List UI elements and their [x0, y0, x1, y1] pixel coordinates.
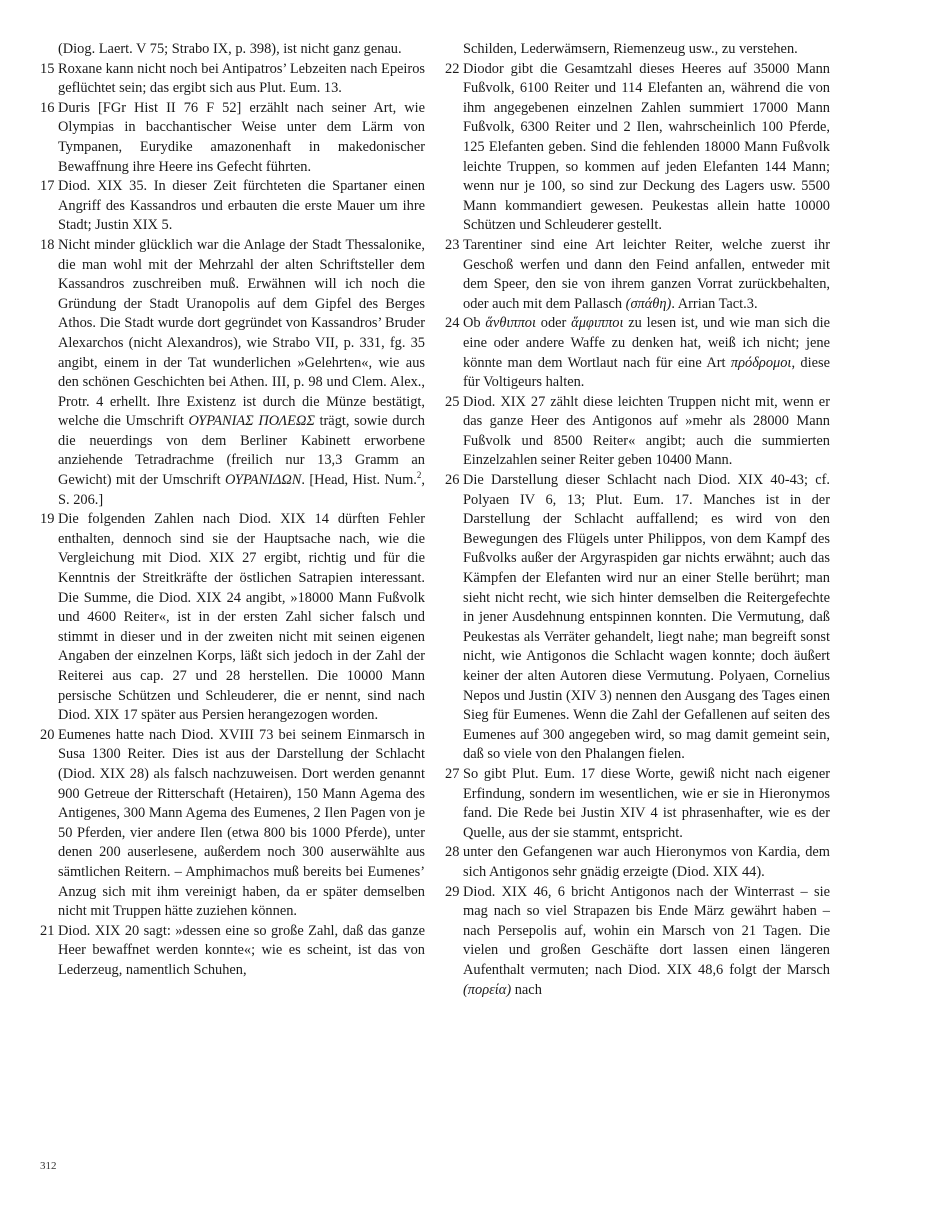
footnote-text: Diodor gibt die Gesamtzahl dieses Heeres auf 35000 Mann Fußvolk, 6100 Reiter und 114 Elefanten an, während die von ihm angegebenen einzelnen Zahlen summiert 17000 Mann Fußvolk, 6300 Reiter und 2 Ilen, wahrscheinlich 100 Pferde, 125 Elefanten geben. Sind die fehlenden 18000 Mann Fußvolk leichte Truppen, so kommen auf jeden Elefanten 144 Mann; wenn nur je 100, so sind zur Deckung des Lagers usw. 5500 Mann kommandiert gewesen. Peukestas allein hatte 10000 Schützen und Schleuderer gestellt. [463, 60, 830, 234]
footnote-text: Diod. XIX 35. In dieser Zeit fürchteten die Spartaner einen Angriff des Kassandros und erbauten die erste Mauer um ihre Stadt; Justin XIX 5. [58, 178, 425, 234]
footnote-22 [445, 60, 830, 236]
footnote-number: 24 [445, 315, 460, 332]
footnote-text: Diod. XIX 27 zählt diese leichten Truppen nicht mit, wenn er das ganze Heer des Antigonos auf »mehr als 28000 Mann Fußvolk und 8500 Reiter« angibt; auch die summierten Einzelzahlen seiner Reiter geben 10400 Mann. [463, 393, 830, 469]
footnote-text: Die Darstellung dieser Schlacht nach Diod. XIX 40-43; cf. Polyaen IV 6, 13; Plut. Eum. 17. Manches ist in der Darstellung der Schlacht auffallend; es wird von den Bewegungen des Flügels unter Philippos, von dem Kampf des Fußvolks außer der Argyraspiden gar nichts erwähnt; auch das Kämpfen der Elefanten wird nur an einer Stelle berührt; man sieht nicht recht, wie sich hinter demselben die Reitergefechte in jener Ausdehnung entspinnen konnten. Die Vermutung, daß Peukestas als Verräter gehandelt, liegt nahe; man begreift sonst nicht, wie Antigonos die Schlacht wagen konnte; doch äußert keiner der alten Autoren diese Vermutung. Polyaen, Cornelius Nepos und Justin (XIV 3) nennen den Ausgang des Tages einen Sieg für Eumenes. Wenn die Zahl der Gefallenen auf seiten des Eumenes auf 300 angegeben wird, so mag damit gemeint sein, daß so viele von den Phalangen fielen. [463, 472, 830, 763]
footnote-18: 18 Nicht minder glücklich war die Anlage der Stadt Thessalonike, die man wohl mit der Mehrzahl der alten Schriftsteller dem Kassandros zuschreiben muß. Erwähnen will ich noch die Gründung der Stadt Uranopolis auf dem Gipfel des Berges Athos. Die Stadt wurde dort gegründet von Kassandros’ Bruder Alexarchos (nicht Alexandros), wie Strabo VII, p. 331, fg. 35 angibt, einem in der Tat wunderlichen »Gelehrten«, wie aus den schönen Geschichten bei Athen. III, p. 98 und Clem. Alex., Protr. 4 erhellt. Ihre Existenz ist durch die Münze bestätigt, welche die Umschrift ΟΥΡΑΝΙΑΣ ΠΟΛΕΩΣ trägt, sowie durch die neuerdings von dem Berliner Kabinett erworbene anziehende Tetradrachme (freilich nur 13,3 Gramm an Gewicht) mit der Umschrift ΟΥΡΑΝΙΔΩΝ. [Head, Hist. Num.$^2$, S. 206.] [40, 236, 425, 508]
greek-term: ἅνθιπποι [485, 315, 536, 332]
footnote-text: Ob [463, 315, 486, 332]
footnote-24: 24 Ob ἅνθιπποι oder ἅμφιπποι zu lesen ist, und wie man sich die eine oder andere Waffe zu denken hat, weiß ich nicht; jene könnte man dem Wortlaut nach für eine Art πρόδρομοι, diese für Voltigeurs halten. [445, 315, 831, 391]
footnote-26 [445, 471, 830, 765]
footnote-17 [40, 177, 425, 236]
footnote-27 [445, 765, 830, 843]
footnote-text: Eumenes hatte nach Diod. XVIII 73 bei seinem Einmarsch in Susa 1300 Reiter. Dies ist aus der Darstellung der Schlacht (Diod. XIX 28) als falsch nachzuweisen. Dort werden genannt 900 Getreue der Ritterschaft (Hetairen), 150 Mann Agema des Antigenes, 300 Mann Agema des Eumenes, 2 Ilen Pagen von je 50 Pferden, vier andere Ilen (etwa 800 bis 1000 Pferde), unter denen 200 auserlesene, außerdem noch 300 auserwählte aus sämtlichen Reitern. – Amphimachos muß bereits bei Eumenes’ Anzug sich mit ihm vereinigt haben, da er später demselben nicht mit Truppen hätte zuziehen können. [58, 726, 425, 920]
footnote-text: Diod. XIX 46, 6 bricht Antigonos nach der Winterrast – sie mag nach so viel Strapazen bis Ende März gewährt haben – nach Persepolis auf, wohin ein Marsch von 21 Tagen. Die vielen und großen Geschäfte dort lassen einen längeren Aufenthalt vermuten; nach Diod. XIX 48,6 folgt der Marsch [463, 883, 830, 978]
left-column [40, 40, 425, 981]
greek-inscription: ΟΥΡΑΝΙΔΩΝ [225, 472, 302, 489]
footnote-text: Tarentiner sind eine Art leichter Reiter, welche zuerst ihr Geschoß werfen und dann den Feind anfallen, entweder mit dem Speer, den sie von ihrem ganzen Vorrat zurückbehalten, oder auch mit dem Pallasch [463, 236, 830, 312]
footnote-text: unter den Gefangenen war auch Hieronymos von Kardia, dem sich Antigonos sehr gnädig erzeigte (Diod. XIX 44). [463, 844, 830, 880]
footnote-number: 18 [40, 236, 55, 253]
footnote-number: 22 [445, 60, 460, 77]
footnote-20 [40, 726, 425, 922]
footnote-number: 17 [40, 178, 55, 195]
footnote-number: 27 [445, 765, 460, 782]
footnote-text: Roxane kann nicht noch bei Antipatros’ Lebzeiten nach Epeiros geflüchtet sein; das ergibt sich aus Plut. Eum. 13. [58, 60, 425, 97]
note-continuation-right: Schilden, Lederwämsern, Riemenzeug usw., zu verstehen. [463, 41, 798, 57]
footnote-text: Duris [FGr Hist II 76 F 52] erzählt nach seiner Art, wie Olympias in bacchantischer Weise unter dem Lärm von Tympanen, Eurydike amazonenhaft in makedonischer Bewaffnung ihre Heere ins Gefecht führten. [58, 99, 425, 175]
footnote-text: Diod. XIX 20 sagt: »dessen eine so große Zahl, daß das ganze Heer bewaffnet werden konnte«; wie es scheint, ist das von Lederzeug, namentlich Schuhen, [58, 922, 425, 978]
footnote-text: Die folgenden Zahlen nach Diod. XIX 14 dürften Fehler enthalten, dennoch sind sie der Hauptsache nach, wie die Vergleichung mit Diod. XIX 27 ergibt, richtig und für die Kenntnis der Streitkräfte der östlichen Satrapien interessant. Die Summe, die Diod. XIX 24 angibt, »18000 Mann Fußvolk und 4600 Reiter«, ist in der ersten Zahl sicher falsch und stimmt in dieser und in der zweiten nicht mit seinen eigenen Angaben der einzelnen Korps, läßt sich jedoch in der Zahl der Reiterei aus cap. 27 und 28 herstellen. Die 10000 Mann persische Schützen und Schleuderer, die er nennt, sind nach Diod. XIX 17 später aus Persien herangezogen worden. [58, 511, 425, 724]
footnote-16 [40, 99, 425, 177]
footnote-29: 29 Diod. XIX 46, 6 bricht Antigonos nach der Winterrast – sie mag nach so viel Strapazen bis Ende März gewährt haben – nach Persepolis auf, wohin ein Marsch von 21 Tagen. Die vielen und großen Geschäfte dort lassen einen längeren Aufenthalt vermuten; nach Diod. XIX 48,6 folgt der Marsch (πορεία) nach [445, 883, 830, 998]
greek-term: (πορεία) [463, 981, 512, 998]
footnote-number: 16 [40, 99, 55, 116]
footnote-text: Nicht minder glücklich war die Anlage der Stadt Thessalonike, die man wohl mit der Mehrzahl der alten Schriftsteller dem Kassandros zuschreiben muß. Erwähnen will ich noch die Gründung der Stadt Uranopolis auf dem Gipfel des Berges Athos. Die Stadt wurde dort gegründet von Kassandros’ Bruder Alexarchos (nicht Alexandros), wie Strabo VII, p. 331, fg. 35 angibt, einem in der Tat wunderlichen »Gelehrten«, wie aus den schönen Geschichten bei Athen. III, p. 98 und Clem. Alex., Protr. 4 erhellt. Ihre Existenz ist durch die Münze bestätigt, welche die Umschrift [58, 236, 425, 430]
greek-term: πρόδρομοι [730, 354, 792, 371]
footnote-number: 15 [40, 60, 55, 77]
footnote-23: 23 Tarentiner sind eine Art leichter Reiter, welche zuerst ihr Geschoß werfen und dann den Feind anfallen, entweder mit dem Speer, den sie von ihrem ganzen Vorrat zurückbehalten, oder auch mit dem Pallasch (σπάθη). Arrian Tact.3. [445, 236, 830, 312]
footnote-28 [445, 843, 830, 882]
footnote-number: 23 [445, 236, 460, 253]
footnote-number: 25 [445, 393, 460, 410]
footnote-19 [40, 510, 425, 726]
footnote-number: 29 [445, 883, 460, 900]
footnote-21 [40, 922, 425, 981]
superscript: 2 [416, 470, 422, 481]
footnote-text: So gibt Plut. Eum. 17 diese Worte, gewiß nicht nach eigener Erfindung, sondern im wesentlichen, wie er sie in Hieronymos fand. Die Rede bei Justin XIV 4 ist phrasenhafter, wie es der Quelle, aus der sie stammt, entspricht. [463, 765, 830, 841]
greek-term: (σπάθη) [625, 295, 672, 312]
footnote-15 [40, 60, 425, 99]
footnote-number: 26 [445, 472, 460, 489]
greek-term: ἅμφιπποι [571, 315, 624, 332]
footnote-25 [445, 393, 830, 471]
page [40, 40, 895, 1170]
footnote-number: 28 [445, 844, 460, 861]
right-column [445, 40, 830, 1000]
footnote-number: 20 [40, 726, 55, 743]
footnote-number: 19 [40, 511, 55, 528]
page-number: 312 [40, 1160, 57, 1172]
footnote-number: 21 [40, 922, 55, 939]
greek-inscription: ΟΥΡΑΝΙΑΣ ΠΟΛΕΩΣ [188, 413, 315, 430]
note-continuation-left: (Diog. Laert. V 75; Strabo IX, p. 398), ist nicht ganz genau. [58, 41, 402, 57]
